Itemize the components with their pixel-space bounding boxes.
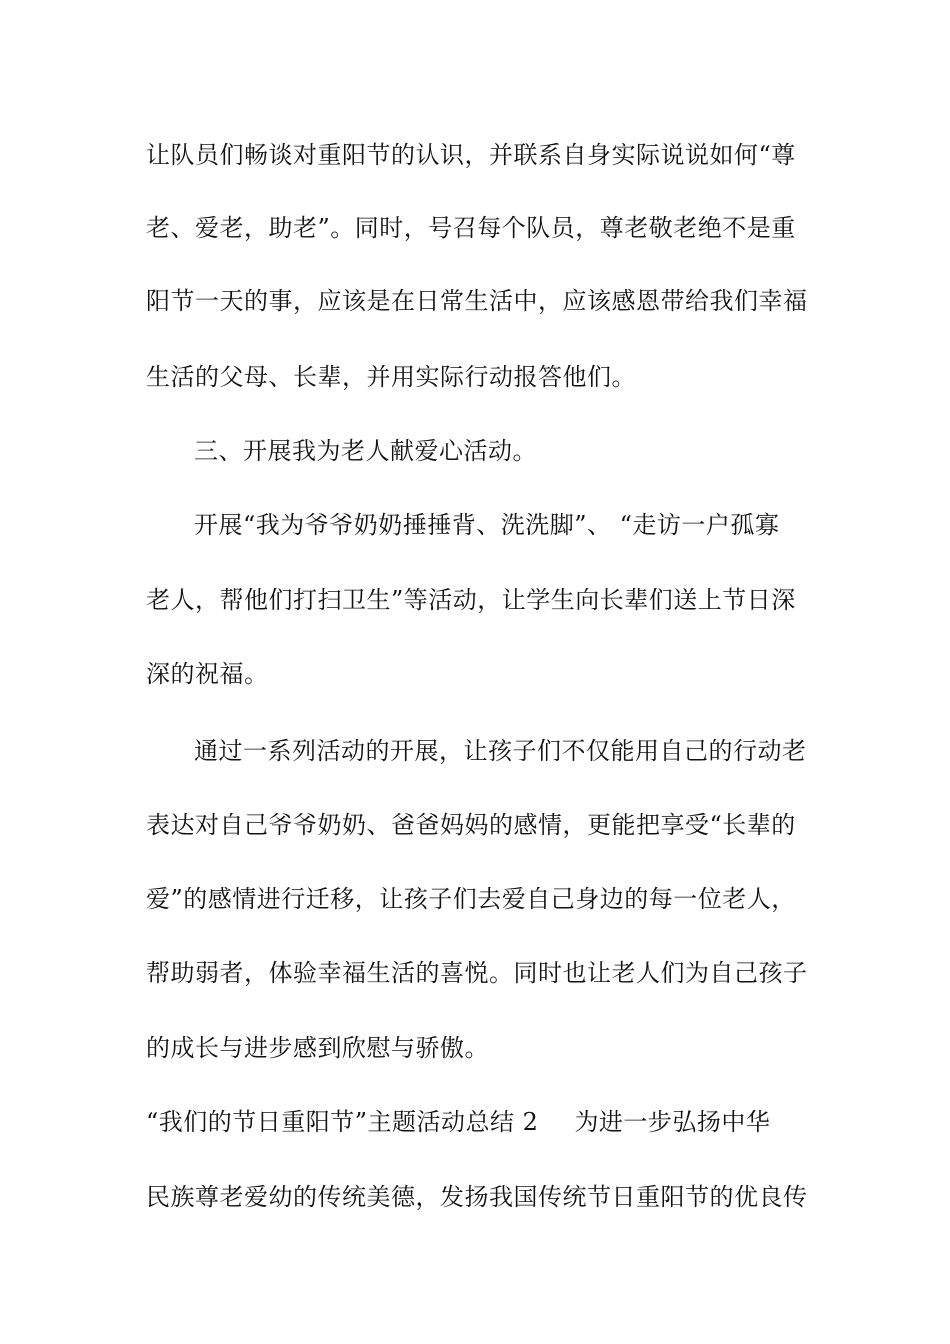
subtitle: “我们的节日重阳节”主题活动总结 2	[146, 1108, 539, 1136]
text-line: 老、爱老，助老”。同时，号召每个队员，尊老敬老绝不是重	[146, 214, 796, 242]
text-line: 生活的父母、长辈，并用实际行动报答他们。	[146, 363, 636, 391]
text-line: 开展“我为爷爷奶奶捶捶背、洗洗脚”、 “走访一户孤寡	[194, 511, 780, 539]
text-line: 通过一系列活动的开展，让孩子们不仅能用自己的行动老	[194, 737, 807, 765]
heading-line	[146, 1107, 806, 1137]
text-line: 表达对自己爷爷奶奶、爸爸妈妈的感情，更能把享受“长辈的	[146, 811, 796, 839]
text-line: 民族尊老爱幼的传统美德，发扬我国传统节日重阳节的优良传	[146, 1183, 808, 1211]
text-line: 阳节一天的事，应该是在日常生活中，应该感恩带给我们幸福	[146, 287, 808, 315]
text-line: 让队员们畅谈对重阳节的认识，并联系自身实际说说如何“尊	[146, 141, 796, 169]
text-line: 老人，帮他们打扫卫生”等活动，让学生向长辈们送上节日深	[146, 586, 796, 614]
text-line: 的成长与进步感到欣慰与骄傲。	[146, 1034, 489, 1062]
text-line: 爱”的感情进行迁移，让孩子们去爱自己身边的每一位老人，	[146, 885, 796, 913]
text-continuation: 为进一步弘扬中华	[574, 1108, 771, 1136]
section-heading: 三、开展我为老人献爱心活动。	[194, 437, 537, 465]
text-line: 帮助弱者，体验幸福生活的喜悦。同时也让老人们为自己孩子	[146, 959, 808, 987]
text-line: 深的祝福。	[146, 660, 269, 688]
